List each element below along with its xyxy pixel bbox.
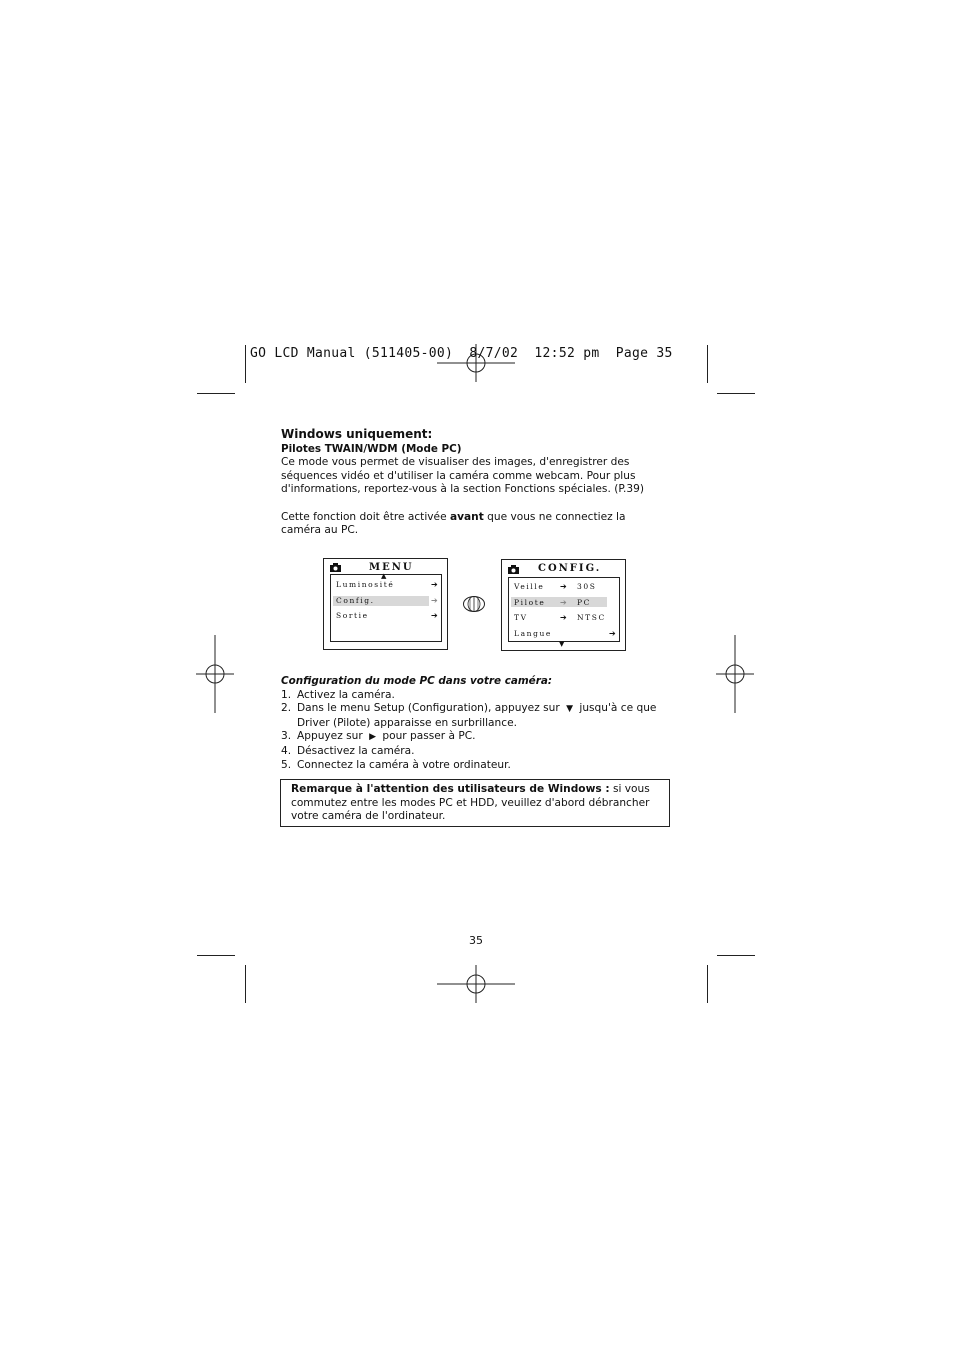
menu-item-luminosite: Luminosité [336, 580, 395, 589]
crop-mark [245, 965, 246, 1003]
intro-paragraph: Ce mode vous permet de visualiser des images, d'enregistrer des séquences vidéo et d'utiliser la caméra comme webcam. Pour plus d'informations, reportez-vous à la section Fonctions spéciales. (P.39) [281, 456, 645, 496]
crop-mark [717, 393, 755, 394]
note-text: si vous commutez entre les modes PC et HDD, veuillez d'abord débrancher votre caméra de l'ordinateur. [291, 783, 650, 823]
menu-title: MENU [369, 562, 414, 573]
config-value-tv: NTSC [577, 613, 606, 622]
menu-item-sortie: Sortie [336, 611, 369, 620]
config-list [508, 577, 620, 642]
down-arrow-icon: ▼ [559, 640, 565, 648]
steps-heading: Configuration du mode PC dans votre caméra: [281, 675, 553, 687]
crop-mark [717, 955, 755, 956]
right-arrow-icon: ➔ [560, 598, 567, 607]
right-arrow-icon: ➔ [431, 596, 438, 605]
config-value-pilote: PC [577, 598, 591, 607]
config-screen-diagram [501, 559, 626, 651]
config-label-veille: Veille [514, 582, 545, 591]
right-arrow-icon: ➔ [560, 582, 567, 591]
section-subtitle: Pilotes TWAIN/WDM (Mode PC) [281, 442, 462, 455]
activation-paragraph: Cette fonction doit être activée avant que vous ne connectiez la caméra au PC. [281, 510, 626, 537]
right-arrow-icon: ➔ [609, 629, 616, 638]
windows-note-box [280, 779, 670, 827]
camera-icon [330, 563, 341, 572]
page-number: 35 [469, 934, 483, 947]
note-heading: Remarque à l'attention des utilisateurs de Windows : [291, 783, 610, 795]
config-value-veille: 30S [577, 582, 597, 591]
registration-mark-icon [437, 965, 517, 1005]
crop-mark [707, 965, 708, 1003]
steps-list [281, 689, 661, 773]
section-title: Windows uniquement: [281, 427, 433, 441]
config-label-langue: Langue [514, 629, 552, 638]
crop-mark [197, 393, 235, 394]
steps-section [281, 675, 661, 772]
dial-control-icon [462, 595, 486, 613]
list-item: 3. Appuyez sur ▶ pour passer à PC. [281, 730, 476, 743]
list-item: 4. Désactivez la caméra. [281, 744, 415, 757]
menu-list [330, 574, 442, 642]
crop-mark [245, 345, 246, 383]
registration-mark-icon [716, 635, 756, 713]
list-item: 5. Connectez la caméra à votre ordinateur. [281, 758, 511, 771]
list-item: 2. Dans le menu Setup (Configuration), appuyez sur ▼ jusqu'à ce que Driver (Pilote) apparaisse en surbrillance. [281, 702, 657, 729]
print-slug: GO LCD Manual (511405-00) 8/7/02 12:52 pm Page 35 [250, 346, 673, 361]
right-arrow-icon: ➔ [431, 611, 438, 620]
crop-mark [197, 955, 235, 956]
intro-section [281, 428, 661, 538]
registration-mark-icon [196, 635, 236, 713]
camera-icon [508, 565, 519, 574]
config-label-pilote: Pilote [514, 598, 546, 607]
config-title: CONFIG. [538, 563, 602, 574]
menu-screen-diagram [323, 558, 448, 650]
list-item: 1. Activez la caméra. [281, 688, 395, 701]
menu-item-config: Config. [336, 596, 375, 605]
right-arrow-icon: ➔ [560, 613, 567, 622]
right-triangle-icon: ▶ [369, 732, 377, 743]
config-label-tv: TV [514, 613, 528, 622]
right-arrow-icon: ➔ [431, 580, 438, 589]
crop-mark [707, 345, 708, 383]
down-triangle-icon: ▼ [566, 704, 574, 715]
up-arrow-icon: ▲ [381, 572, 387, 580]
